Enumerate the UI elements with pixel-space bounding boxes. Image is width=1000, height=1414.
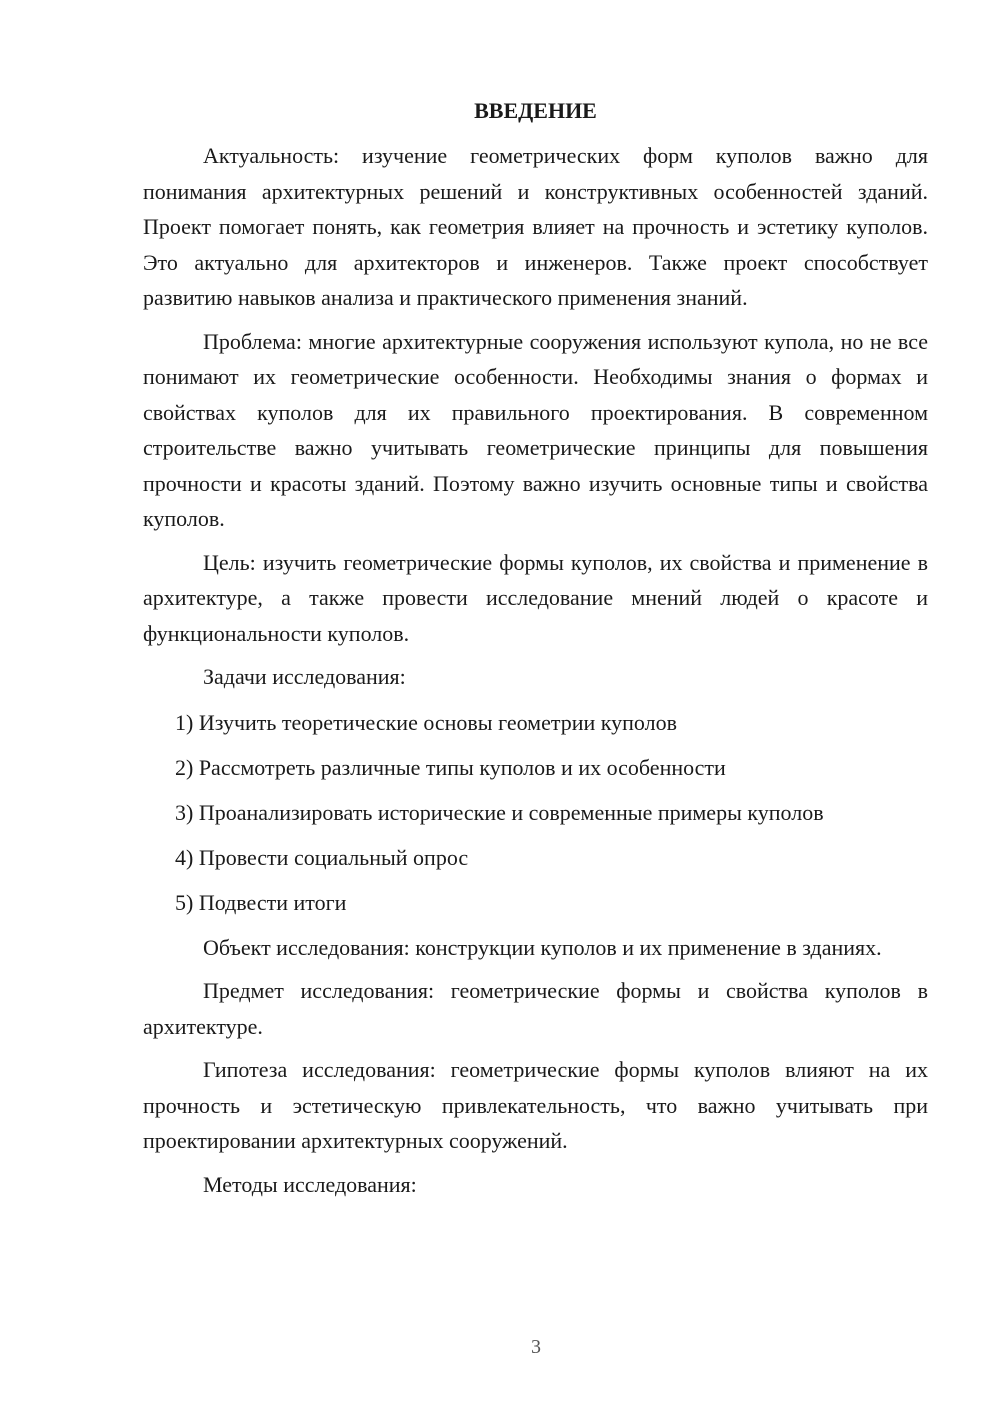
tasks-label: Задачи исследования: [203, 664, 406, 689]
problem-paragraph: Проблема: многие архитектурные сооружения используют купола, но не все понимают их геометрические особенности. Необходимы знания о формах и свойствах куполов для их правильного проектирования. В современном строительстве важно учитывать геометрические принципы для повышения прочности и красоты зданий. Поэтому важно изучить основные типы и свойства куполов. [143, 328, 928, 531]
list-item: 1) Изучить теоретические основы геометрии куполов [175, 709, 678, 735]
page-content [143, 96, 928, 1212]
list-item: 5) Подвести итоги [175, 889, 347, 915]
relevance-paragraph: Актуальность: изучение геометрических форм куполов важно для понимания архитектурных решений и конструктивных особенностей зданий. Проект помогает понять, как геометрия влияет на прочность и эстетику куполов. Это актуально для архитекторов и инженеров. Также проект способствует развитию навыков анализа и практического применения знаний. [143, 143, 928, 310]
page-number: 3 [531, 1336, 541, 1358]
section-heading: ВВЕДЕНИЕ [474, 98, 597, 123]
list-item: 4) Провести социальный опрос [175, 844, 469, 870]
object-paragraph: Объект исследования: конструкции куполов и их применение в зданиях. [203, 934, 882, 960]
hypothesis-paragraph: Гипотеза исследования: геометрические формы куполов влияют на их прочность и эстетическую привлекательность, что важно учитывать при проектировании архитектурных сооружений. [143, 1057, 928, 1153]
methods-label: Методы исследования: [203, 1171, 417, 1197]
list-item: 2) Рассмотреть различные типы куполов и их особенности [175, 754, 726, 780]
list-item: 3) Проанализировать исторические и современные примеры куполов [175, 799, 824, 825]
task-list [143, 705, 928, 921]
subject-paragraph: Предмет исследования: геометрические формы и свойства куполов в архитектуре. [143, 978, 928, 1039]
goal-paragraph: Цель: изучить геометрические формы куполов, их свойства и применение в архитектуре, а также провести исследование мнений людей о красоте и функциональности куполов. [143, 549, 928, 646]
